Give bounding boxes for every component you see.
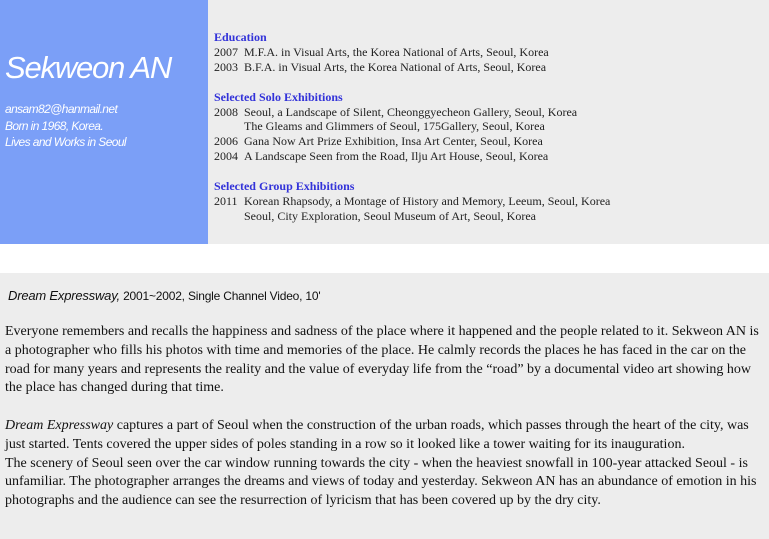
artist-header [0, 0, 769, 244]
artist-lives: Lives and Works in Seoul [5, 135, 126, 149]
education-section [214, 30, 764, 75]
group-exhibitions-heading: Selected Group Exhibitions [214, 178, 355, 193]
solo-text: A Landscape Seen from the Road, Ilju Art House, Seoul, Korea [244, 148, 549, 163]
education-text: M.F.A. in Visual Arts, the Korea National of Arts, Seoul, Korea [244, 45, 549, 59]
solo-year: 2004 [214, 148, 238, 163]
artist-profile-panel [0, 0, 208, 244]
paragraph-2-line-1: captures a part of Seoul when the construction of the urban roads, which passes through the heart of the city, was just started. Tents covered the upper sides of poles standing in a row so it looked like a tower waiting for its inauguration. [5, 418, 749, 452]
education-row [214, 60, 764, 75]
artist-name: Sekweon AN [5, 50, 172, 85]
paragraph-2-line-2: The scenery of Seoul seen over the car window running towards the city - when the heaviest snowfall in 100-year attacked Seoul - is unfamiliar. The photographer arranges the dreams and views of today and yesterday. Sekweon AN has an abundance of emotion in his photographs and the audience can see the resurrection of lyricism that has been covered up by the dry city. [5, 455, 757, 509]
solo-text: The Gleams and Glimmers of Seoul, 175Gallery, Seoul, Korea [244, 119, 545, 134]
artist-cv [214, 30, 764, 238]
education-year: 2007 [214, 45, 238, 59]
work-title-inline: Dream Expressway [5, 418, 114, 433]
group-exhibitions-section [214, 179, 764, 224]
artist-info [5, 101, 126, 151]
solo-year: 2008 [214, 104, 238, 119]
work-title-line [8, 288, 320, 303]
solo-text: Seoul, a Landscape of Silent, Cheonggyecheon Gallery, Seoul, Korea [244, 104, 578, 119]
group-year [214, 209, 244, 224]
solo-row [214, 105, 764, 120]
solo-row [214, 149, 764, 164]
solo-row [214, 134, 764, 149]
group-text: Korean Rhapsody, a Montage of History and Memory, Leeum, Seoul, Korea [244, 193, 611, 208]
description-paragraph-2 [5, 417, 765, 511]
solo-row [214, 119, 764, 134]
work-title: Dream Expressway, [8, 288, 120, 303]
work-meta: 2001~2002, Single Channel Video, 10' [119, 289, 321, 303]
solo-text: Gana Now Art Prize Exhibition, Insa Art Center, Seoul, Korea [244, 134, 543, 149]
group-row [214, 194, 764, 209]
description-paragraph-1: Everyone remembers and recalls the happiness and sadness of the place where it happened and the people related to it. Sekweon AN is a photographer who fills his photos with time and memories of the place. He calmly records the places he has faced in the car on the road for many years and represents the reality and the value of everyday life from the “road” by a documental video art showing how the place has changed during that time. [5, 324, 759, 396]
artist-born: Born in 1968, Korea. [5, 118, 104, 133]
artist-email: ansam82@hanmail.net [5, 102, 118, 116]
group-year: 2011 [214, 193, 238, 208]
group-text: Seoul, City Exploration, Seoul Museum of Art, Seoul, Korea [244, 208, 536, 223]
solo-year [214, 119, 244, 134]
solo-exhibitions-heading: Selected Solo Exhibitions [214, 89, 343, 104]
education-text: B.F.A. in Visual Arts, the Korea National of Arts, Seoul, Korea [244, 59, 547, 74]
solo-year: 2006 [214, 134, 238, 149]
education-row [214, 45, 764, 60]
group-row [214, 209, 764, 224]
education-heading: Education [214, 30, 267, 44]
solo-exhibitions-section [214, 90, 764, 164]
education-year: 2003 [214, 59, 238, 74]
artwork-description [0, 273, 769, 539]
